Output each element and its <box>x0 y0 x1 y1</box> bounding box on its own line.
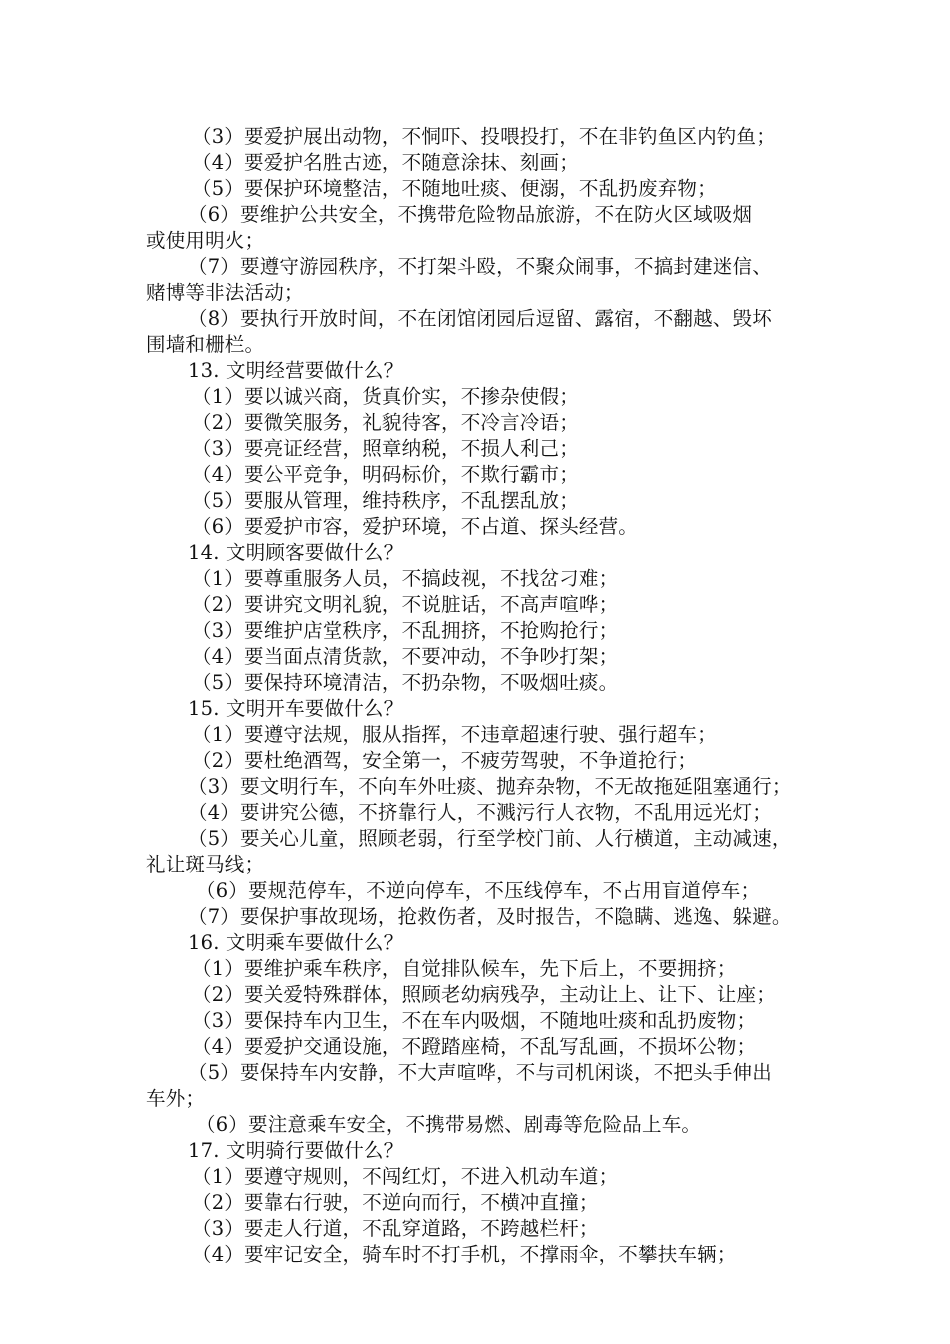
paragraph-line: （4）要爱护交通设施，不蹬踏座椅，不乱写乱画，不损坏公物； <box>192 1035 757 1058</box>
paragraph-line: （7）要遵守游园秩序，不打架斗殴，不聚众闹事，不搞封建迷信、 <box>188 255 772 278</box>
paragraph-line: （1）要尊重服务人员，不搞歧视，不找岔刁难； <box>192 567 619 590</box>
paragraph-line: （3）要爱护展出动物，不恫吓、投喂投打，不在非钓鱼区内钓鱼； <box>192 125 776 148</box>
paragraph-line: （2）要关爱特殊群体，照顾老幼病残孕，主动让上、让下、让座； <box>192 983 776 1006</box>
paragraph-line: （1）要维护乘车秩序，自觉排队候车，先下后上，不要拥挤； <box>192 957 737 980</box>
paragraph-line-continuation: 赌博等非法活动； <box>146 281 304 304</box>
paragraph-line: （1）要遵守法规，服从指挥，不违章超速行驶、强行超车； <box>192 723 717 746</box>
paragraph-line: （1）要以诚兴商，货真价实，不掺杂使假； <box>192 385 579 408</box>
paragraph-line: （3）要保持车内卫生，不在车内吸烟，不随地吐痰和乱扔废物； <box>192 1009 757 1032</box>
section-heading: 16. 文明乘车要做什么？ <box>188 931 404 954</box>
paragraph-line: （6）要维护公共安全，不携带危险物品旅游，不在防火区域吸烟 <box>188 203 753 226</box>
paragraph-line: （1）要遵守规则，不闯红灯，不进入机动车道； <box>192 1165 619 1188</box>
paragraph-line-continuation: 围墙和栅栏。 <box>146 333 265 356</box>
paragraph-line: （3）要文明行车，不向车外吐痰、抛弃杂物，不无故拖延阻塞通行； <box>188 775 792 798</box>
paragraph-line: （4）要讲究公德，不挤靠行人，不溅污行人衣物，不乱用远光灯； <box>188 801 772 824</box>
paragraph-line: （8）要执行开放时间，不在闭馆闭园后逗留、露宿，不翻越、毁坏 <box>188 307 772 330</box>
paragraph-line: （4）要公平竞争，明码标价，不欺行霸市； <box>192 463 579 486</box>
paragraph-line: （3）要维护店堂秩序，不乱拥挤，不抢购抢行； <box>192 619 619 642</box>
paragraph-line: （2）要杜绝酒驾，安全第一，不疲劳驾驶，不争道抢行； <box>192 749 698 772</box>
paragraph-line: （3）要亮证经营，照章纳税，不损人利己； <box>192 437 579 460</box>
paragraph-line: （5）要保持环境清洁，不扔杂物，不吸烟吐痰。 <box>192 671 619 694</box>
paragraph-line-continuation: 礼让斑马线； <box>146 853 265 876</box>
paragraph-line: （4）要牢记安全，骑车时不打手机，不撑雨伞，不攀扶车辆； <box>192 1243 737 1266</box>
paragraph-line: （3）要走人行道，不乱穿道路，不跨越栏杆； <box>192 1217 599 1240</box>
section-heading: 17. 文明骑行要做什么？ <box>188 1139 404 1162</box>
document-body <box>146 124 816 1268</box>
paragraph-line: （2）要讲究文明礼貌，不说脏话，不高声喧哗； <box>192 593 619 616</box>
paragraph-line: （2）要靠右行驶，不逆向而行，不横冲直撞； <box>192 1191 599 1214</box>
paragraph-line: （6）要爱护市容，爱护环境，不占道、探头经营。 <box>192 515 639 538</box>
paragraph-line: （4）要当面点清货款，不要冲动，不争吵打架； <box>192 645 619 668</box>
paragraph-line: （5）要关心儿童，照顾老弱，行至学校门前、人行横道，主动减速， <box>188 827 792 850</box>
paragraph-line: （5）要服从管理，维持秩序，不乱摆乱放； <box>192 489 579 512</box>
paragraph-line: （4）要爱护名胜古迹，不随意涂抹、刻画； <box>192 151 579 174</box>
paragraph-line: （6）要注意乘车安全，不携带易燃、剧毒等危险品上车。 <box>196 1113 702 1136</box>
paragraph-line: （7）要保护事故现场，抢救伤者，及时报告，不隐瞒、逃逸、躲避。 <box>188 905 792 928</box>
paragraph-line: （5）要保护环境整洁，不随地吐痰、便溺，不乱扔废弃物； <box>192 177 717 200</box>
paragraph-line-continuation: 车外； <box>146 1087 206 1110</box>
section-heading: 14. 文明顾客要做什么？ <box>188 541 404 564</box>
section-heading: 13. 文明经营要做什么？ <box>188 359 404 382</box>
paragraph-line: （2）要微笑服务，礼貌待客，不冷言冷语； <box>192 411 579 434</box>
section-heading: 15. 文明开车要做什么？ <box>188 697 404 720</box>
paragraph-line: （5）要保持车内安静，不大声喧哗，不与司机闲谈，不把头手伸出 <box>188 1061 772 1084</box>
paragraph-line-continuation: 或使用明火； <box>146 229 265 252</box>
paragraph-line: （6）要规范停车，不逆向停车，不压线停车，不占用盲道停车； <box>196 879 761 902</box>
